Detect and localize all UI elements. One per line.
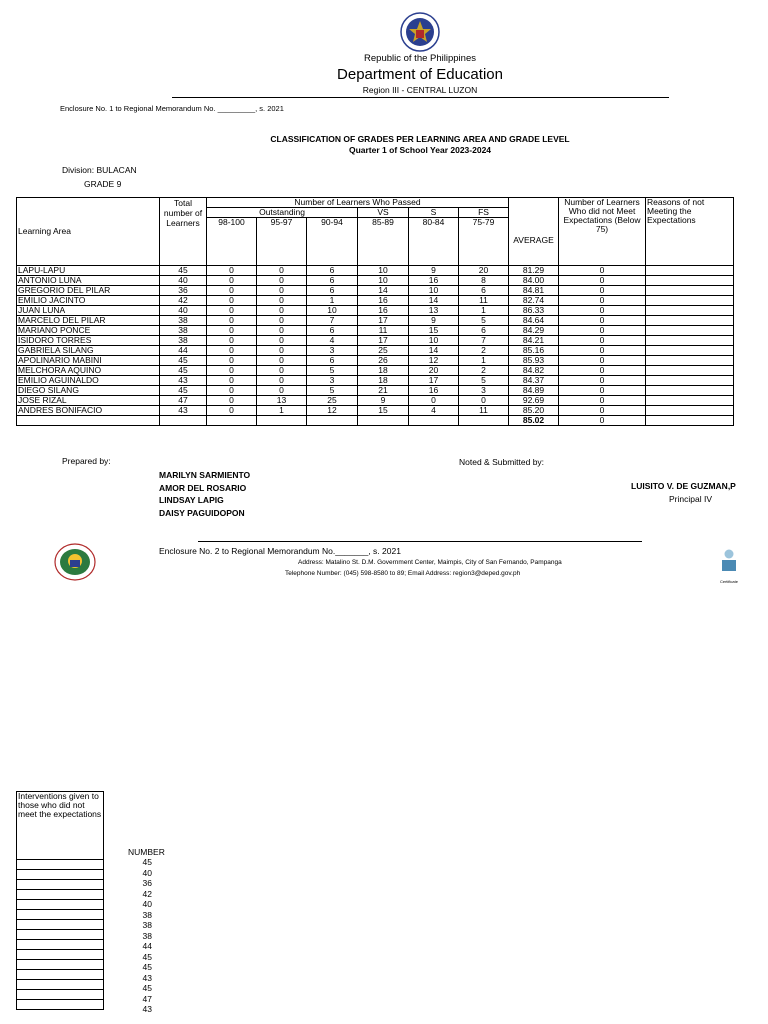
- below-cell: 0: [559, 346, 646, 356]
- reason-cell: [646, 346, 734, 356]
- count-98-100: 0: [207, 396, 257, 406]
- preparer-name: AMOR DEL ROSARIO: [159, 482, 247, 493]
- count-98-100: 0: [207, 366, 257, 376]
- below-cell: 0: [559, 356, 646, 366]
- overall-average: 85.02: [509, 416, 559, 426]
- count-85-89: 10: [358, 276, 409, 286]
- count-75-79: 2: [459, 366, 509, 376]
- intervention-cell: [17, 870, 104, 880]
- area-cell: MARCELO DEL PILAR: [17, 316, 160, 326]
- total-cell: 38: [160, 316, 207, 326]
- intervention-row: [17, 940, 104, 950]
- intervention-cell: [17, 910, 104, 920]
- interventions-header: Interventions given to those who did not meet the expectations: [17, 792, 104, 860]
- count-85-89: 17: [358, 316, 409, 326]
- below-cell: 0: [559, 286, 646, 296]
- total-cell: 40: [160, 306, 207, 316]
- count-98-100: 0: [207, 286, 257, 296]
- number-value: 38: [142, 909, 152, 920]
- count-95-97: 0: [257, 336, 307, 346]
- intervention-row: [17, 910, 104, 920]
- total-row: [17, 416, 734, 426]
- count-80-84: 12: [409, 356, 459, 366]
- count-80-84: 15: [409, 326, 459, 336]
- count-98-100: 0: [207, 386, 257, 396]
- count-90-94: 6: [307, 286, 358, 296]
- area-cell: EMILIO AGUINALDO: [17, 376, 160, 386]
- count-80-84: 10: [409, 286, 459, 296]
- below-cell: 0: [559, 396, 646, 406]
- count-90-94: 12: [307, 406, 358, 416]
- number-value: 36: [142, 878, 152, 888]
- table-row: [17, 306, 734, 316]
- reason-cell: [646, 396, 734, 406]
- intervention-row: [17, 990, 104, 1000]
- number-label: NUMBER: [128, 847, 165, 857]
- count-90-94: 5: [307, 386, 358, 396]
- intervention-row: [17, 890, 104, 900]
- intervention-row: [17, 930, 104, 940]
- count-85-89: 15: [358, 406, 409, 416]
- intervention-cell: [17, 940, 104, 950]
- count-98-100: 0: [207, 406, 257, 416]
- intervention-cell: [17, 920, 104, 930]
- count-95-97: 0: [257, 356, 307, 366]
- area-cell: EMILIO JACINTO: [17, 296, 160, 306]
- below-cell: 0: [559, 306, 646, 316]
- below-cell: 0: [559, 406, 646, 416]
- department-title: Department of Education: [337, 66, 503, 83]
- interventions-table: [16, 791, 104, 1010]
- count-80-84: 14: [409, 346, 459, 356]
- average-cell: 84.00: [509, 276, 559, 286]
- average-cell: 86.33: [509, 306, 559, 316]
- reason-cell: [646, 406, 734, 416]
- count-90-94: 6: [307, 356, 358, 366]
- area-cell: APOLINARIO MABINI: [17, 356, 160, 366]
- average-cell: 81.29: [509, 266, 559, 276]
- count-75-79: 11: [459, 296, 509, 306]
- total-cell: 43: [160, 406, 207, 416]
- reason-cell: [646, 356, 734, 366]
- total-cell: 38: [160, 336, 207, 346]
- count-98-100: 0: [207, 336, 257, 346]
- intervention-cell: [17, 1000, 104, 1010]
- table-row: [17, 286, 734, 296]
- area-cell: LAPU-LAPU: [17, 266, 160, 276]
- count-75-79: 7: [459, 336, 509, 346]
- principal-name: LUISITO V. DE GUZMAN,P: [631, 481, 736, 491]
- enclosure-2-text: Enclosure No. 2 to Regional Memorandum No._______, s. 2021: [159, 546, 401, 556]
- below-cell: 0: [559, 316, 646, 326]
- intervention-cell: [17, 960, 104, 970]
- table-row: [17, 386, 734, 396]
- intervention-row: [17, 980, 104, 990]
- count-85-89: 9: [358, 396, 409, 406]
- certificate-label: Certificate: [719, 579, 738, 584]
- area-cell: GREGORIO DEL PILAR: [17, 286, 160, 296]
- below-cell: 0: [559, 296, 646, 306]
- intervention-cell: [17, 990, 104, 1000]
- count-85-89: 21: [358, 386, 409, 396]
- intervention-row: [17, 920, 104, 930]
- count-80-84: 9: [409, 266, 459, 276]
- count-90-94: 7: [307, 316, 358, 326]
- intervention-cell: [17, 950, 104, 960]
- principal-title: Principal IV: [669, 494, 712, 504]
- preparers-list: [159, 469, 250, 520]
- intervention-row: [17, 970, 104, 980]
- count-95-97: 0: [257, 276, 307, 286]
- footer-divider: [198, 541, 642, 542]
- deped-seal-logo: [400, 12, 440, 52]
- report-subtitle: Quarter 1 of School Year 2023-2024: [348, 145, 492, 155]
- number-value: 38: [142, 930, 152, 941]
- header-passed: Number of Learners Who Passed: [207, 198, 509, 208]
- area-cell: JOSE RIZAL: [17, 396, 160, 406]
- count-95-97: 0: [257, 286, 307, 296]
- count-98-100: 0: [207, 376, 257, 386]
- count-95-97: 0: [257, 326, 307, 336]
- below-cell: 0: [559, 336, 646, 346]
- count-85-89: 16: [358, 296, 409, 306]
- count-75-79: 5: [459, 316, 509, 326]
- average-cell: 82.74: [509, 296, 559, 306]
- header-not-meet: Number of Learners Who did not Meet Expectations (Below 75): [559, 198, 646, 266]
- count-80-84: 16: [409, 386, 459, 396]
- count-75-79: 20: [459, 266, 509, 276]
- count-80-84: 4: [409, 406, 459, 416]
- regional-seal-logo: [54, 543, 96, 581]
- count-95-97: 0: [257, 296, 307, 306]
- number-value: 45: [142, 951, 152, 962]
- average-cell: 85.93: [509, 356, 559, 366]
- report-title: CLASSIFICATION OF GRADES PER LEARNING AREA AND GRADE LEVEL: [270, 134, 570, 144]
- table-row: [17, 316, 734, 326]
- header-fs: FS: [459, 208, 509, 218]
- reason-cell: [646, 276, 734, 286]
- count-85-89: 14: [358, 286, 409, 296]
- count-95-97: 0: [257, 366, 307, 376]
- count-90-94: 3: [307, 376, 358, 386]
- preparer-name: LINDSAY LAPIG: [159, 495, 224, 506]
- number-value: 42: [142, 888, 152, 899]
- count-75-79: 0: [459, 396, 509, 406]
- table-row: [17, 266, 734, 276]
- total-cell: 44: [160, 346, 207, 356]
- intervention-row: [17, 870, 104, 880]
- count-75-79: 8: [459, 276, 509, 286]
- count-90-94: 3: [307, 346, 358, 356]
- reason-cell: [646, 376, 734, 386]
- total-cell: 38: [160, 326, 207, 336]
- total-cell: 45: [160, 366, 207, 376]
- intervention-cell: [17, 880, 104, 890]
- total-cell: 45: [160, 266, 207, 276]
- count-98-100: 0: [207, 276, 257, 286]
- number-value: 43: [142, 1004, 152, 1014]
- count-80-84: 16: [409, 276, 459, 286]
- region-text: Region III - CENTRAL LUZON: [362, 85, 478, 95]
- intervention-row: [17, 1000, 104, 1010]
- count-90-94: 6: [307, 326, 358, 336]
- range-75-79: 75-79: [459, 218, 509, 266]
- reason-cell: [646, 336, 734, 346]
- area-cell: ANTONIO LUNA: [17, 276, 160, 286]
- number-value: 44: [142, 941, 152, 951]
- table-row: [17, 336, 734, 346]
- header-learning-area: Learning Area: [17, 198, 160, 266]
- below-cell: 0: [559, 376, 646, 386]
- intervention-row: [17, 900, 104, 910]
- table-row: [17, 346, 734, 356]
- count-80-84: 20: [409, 366, 459, 376]
- certification-logo: [719, 548, 739, 584]
- reason-cell: [646, 366, 734, 376]
- grade-label: GRADE 9: [84, 179, 122, 189]
- count-95-97: 0: [257, 376, 307, 386]
- average-cell: 84.21: [509, 336, 559, 346]
- count-75-79: 1: [459, 306, 509, 316]
- reason-cell: [646, 326, 734, 336]
- average-cell: 92.69: [509, 396, 559, 406]
- total-cell: 40: [160, 276, 207, 286]
- table-row: [17, 376, 734, 386]
- count-75-79: 11: [459, 406, 509, 416]
- reason-cell: [646, 316, 734, 326]
- intervention-row: [17, 860, 104, 870]
- count-98-100: 0: [207, 266, 257, 276]
- intervention-cell: [17, 900, 104, 910]
- reason-cell: [646, 296, 734, 306]
- count-90-94: 4: [307, 336, 358, 346]
- count-75-79: 3: [459, 386, 509, 396]
- count-80-84: 0: [409, 396, 459, 406]
- header-average: AVERAGE: [509, 198, 559, 266]
- total-cell: 36: [160, 286, 207, 296]
- reason-cell: [646, 286, 734, 296]
- total-cell: 42: [160, 296, 207, 306]
- number-value: 40: [142, 899, 152, 909]
- reason-cell: [646, 306, 734, 316]
- range-90-94: 90-94: [307, 218, 358, 266]
- count-75-79: 2: [459, 346, 509, 356]
- area-cell: MARIANO PONCE: [17, 326, 160, 336]
- count-95-97: 0: [257, 306, 307, 316]
- count-98-100: 0: [207, 296, 257, 306]
- number-value: 45: [142, 962, 152, 972]
- count-90-94: 10: [307, 306, 358, 316]
- count-98-100: 0: [207, 356, 257, 366]
- area-cell: ISIDORO TORRES: [17, 336, 160, 346]
- number-value: 40: [142, 867, 152, 878]
- count-85-89: 26: [358, 356, 409, 366]
- header-divider: [172, 97, 669, 98]
- intervention-row: [17, 950, 104, 960]
- intervention-cell: [17, 890, 104, 900]
- number-value: 45: [142, 983, 152, 993]
- count-90-94: 25: [307, 396, 358, 406]
- count-85-89: 17: [358, 336, 409, 346]
- count-98-100: 0: [207, 316, 257, 326]
- table-row: [17, 396, 734, 406]
- intervention-row: [17, 960, 104, 970]
- overall-below: 0: [559, 416, 646, 426]
- number-value: 43: [142, 972, 152, 983]
- range-95-97: 95-97: [257, 218, 307, 266]
- count-85-89: 25: [358, 346, 409, 356]
- range-98-100: 98-100: [207, 218, 257, 266]
- number-value: 38: [142, 920, 152, 930]
- average-cell: 85.16: [509, 346, 559, 356]
- below-cell: 0: [559, 386, 646, 396]
- count-85-89: 18: [358, 376, 409, 386]
- count-90-94: 6: [307, 276, 358, 286]
- below-cell: 0: [559, 326, 646, 336]
- header-total-learners: Total number of Learners: [160, 198, 207, 266]
- number-list: [130, 857, 152, 1015]
- average-cell: 84.64: [509, 316, 559, 326]
- table-row: [17, 366, 734, 376]
- table-row: [17, 406, 734, 416]
- total-cell: 45: [160, 356, 207, 366]
- below-cell: 0: [559, 366, 646, 376]
- count-90-94: 1: [307, 296, 358, 306]
- header-vs: VS: [358, 208, 409, 218]
- area-cell: GABRIELA SILANG: [17, 346, 160, 356]
- range-85-89: 85-89: [358, 218, 409, 266]
- header-s: S: [409, 208, 459, 218]
- table-row: [17, 356, 734, 366]
- header-outstanding: Outstanding: [207, 208, 358, 218]
- count-95-97: 0: [257, 346, 307, 356]
- division-label: Division: BULACAN: [62, 165, 137, 175]
- count-90-94: 5: [307, 366, 358, 376]
- preparer-name: DAISY PAGUIDOPON: [159, 508, 245, 519]
- total-cell: 47: [160, 396, 207, 406]
- total-cell: 43: [160, 376, 207, 386]
- count-98-100: 0: [207, 306, 257, 316]
- count-95-97: 1: [257, 406, 307, 416]
- count-85-89: 16: [358, 306, 409, 316]
- number-value: 45: [142, 857, 152, 867]
- count-90-94: 6: [307, 266, 358, 276]
- area-cell: DIEGO SILANG: [17, 386, 160, 396]
- average-cell: 84.29: [509, 326, 559, 336]
- noted-by-label: Noted & Submitted by:: [459, 457, 545, 467]
- count-80-84: 10: [409, 336, 459, 346]
- average-cell: 84.82: [509, 366, 559, 376]
- intervention-cell: [17, 980, 104, 990]
- count-85-89: 10: [358, 266, 409, 276]
- count-85-89: 11: [358, 326, 409, 336]
- average-cell: 84.81: [509, 286, 559, 296]
- count-95-97: 13: [257, 396, 307, 406]
- header-reasons: Reasons of not Meeting the Expectations: [646, 198, 734, 266]
- count-80-84: 13: [409, 306, 459, 316]
- classification-table: [16, 197, 734, 426]
- table-row: [17, 326, 734, 336]
- count-85-89: 18: [358, 366, 409, 376]
- area-cell: MELCHORA AQUINO: [17, 366, 160, 376]
- count-98-100: 0: [207, 346, 257, 356]
- table-row: [17, 296, 734, 306]
- count-75-79: 6: [459, 286, 509, 296]
- count-95-97: 0: [257, 266, 307, 276]
- address-text: Address: Matalino St. D.M. Government Center, Maimpis, City of San Fernando, Pampanga: [298, 559, 562, 566]
- contact-text: Telephone Number: (045) 598-8580 to 89; Email Address: region3@deped.gov.ph: [285, 570, 521, 577]
- reason-cell: [646, 386, 734, 396]
- enclosure-1-text: Enclosure No. 1 to Regional Memorandum No. _________, s. 2021: [60, 104, 284, 113]
- count-80-84: 14: [409, 296, 459, 306]
- number-value: 47: [142, 993, 152, 1004]
- intervention-cell: [17, 860, 104, 870]
- count-95-97: 0: [257, 316, 307, 326]
- count-80-84: 9: [409, 316, 459, 326]
- average-cell: 85.20: [509, 406, 559, 416]
- area-cell: ANDRES BONIFACIO: [17, 406, 160, 416]
- republic-text: Republic of the Philippines: [364, 53, 476, 64]
- area-cell: JUAN LUNA: [17, 306, 160, 316]
- table-row: [17, 276, 734, 286]
- total-cell: 45: [160, 386, 207, 396]
- count-75-79: 5: [459, 376, 509, 386]
- average-cell: 84.89: [509, 386, 559, 396]
- count-95-97: 0: [257, 386, 307, 396]
- count-75-79: 1: [459, 356, 509, 366]
- range-80-84: 80-84: [409, 218, 459, 266]
- count-80-84: 17: [409, 376, 459, 386]
- count-75-79: 6: [459, 326, 509, 336]
- intervention-cell: [17, 930, 104, 940]
- below-cell: 0: [559, 266, 646, 276]
- below-cell: 0: [559, 276, 646, 286]
- reason-cell: [646, 266, 734, 276]
- intervention-row: [17, 880, 104, 890]
- count-98-100: 0: [207, 326, 257, 336]
- average-cell: 84.37: [509, 376, 559, 386]
- intervention-cell: [17, 970, 104, 980]
- preparer-name: MARILYN SARMIENTO: [159, 470, 251, 480]
- prepared-by-label: Prepared by:: [62, 456, 111, 466]
